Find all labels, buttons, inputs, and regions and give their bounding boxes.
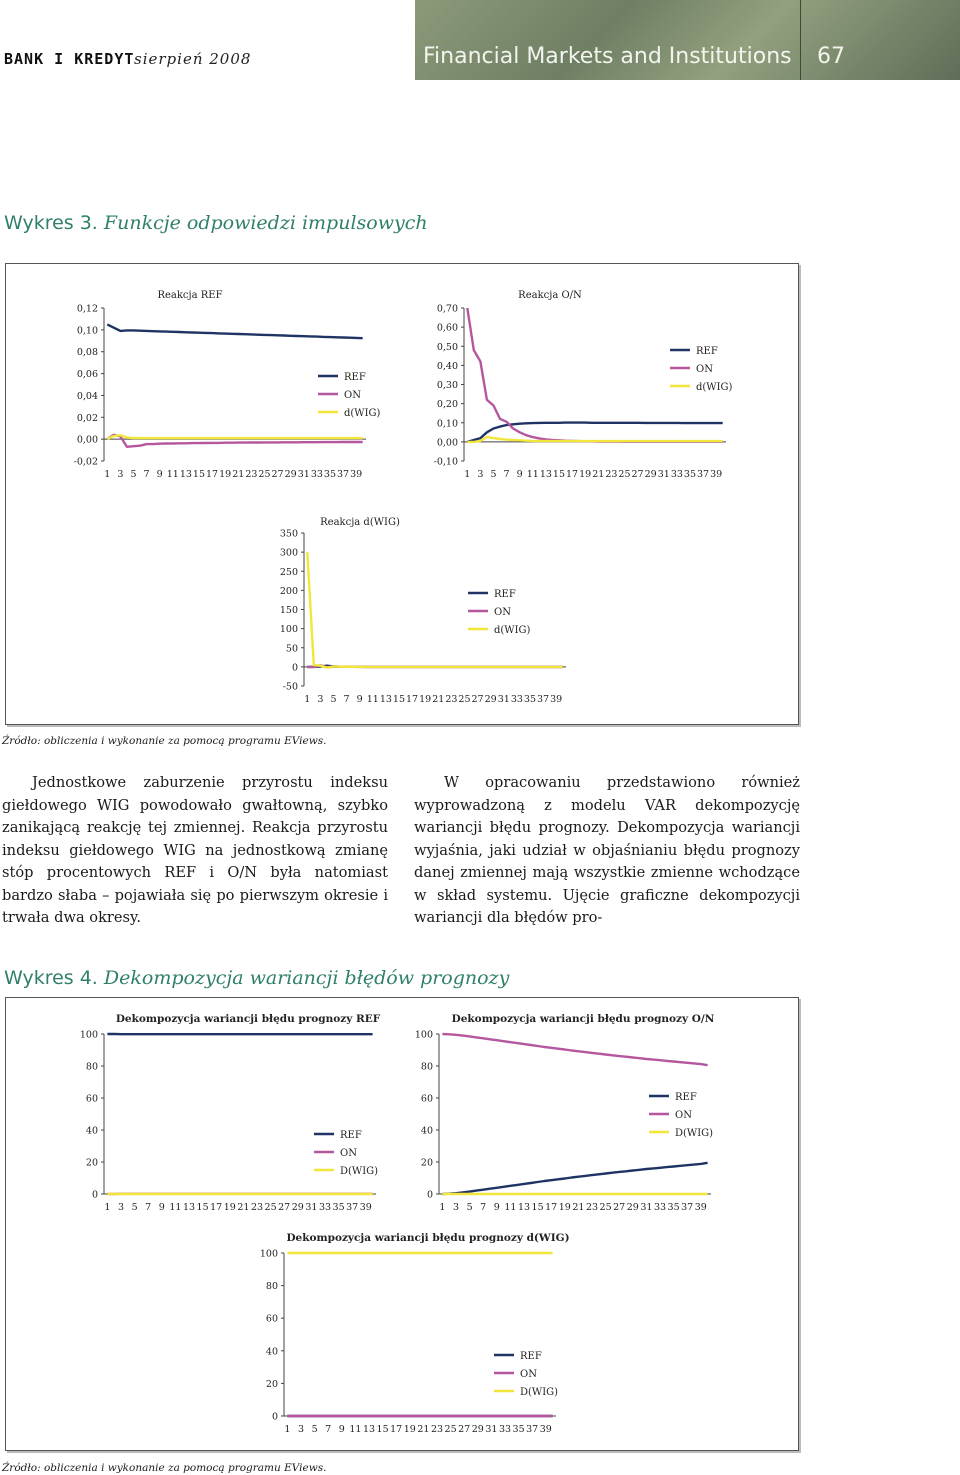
journal-name: BANK I KREDYT — [4, 50, 135, 68]
x-tick-label: 29 — [626, 1202, 639, 1213]
x-tick-label: 33 — [653, 1202, 667, 1213]
x-tick-label: 39 — [539, 1424, 552, 1435]
y-tick-label: 100 — [279, 624, 298, 636]
x-tick-label: 3 — [117, 1202, 125, 1213]
y-tick-label: 0,12 — [76, 303, 98, 315]
x-tick-label: 25 — [258, 469, 271, 480]
x-tick-label: 15 — [376, 1424, 389, 1435]
x-tick-label: 3 — [452, 1202, 460, 1213]
x-tick-label: 29 — [284, 469, 297, 480]
y-tick-label: 0,00 — [76, 434, 98, 446]
legend-label: ON — [696, 364, 713, 375]
x-tick-label: 39 — [694, 1202, 707, 1213]
y-tick-label: 60 — [85, 1093, 98, 1105]
x-tick-label: 39 — [710, 469, 723, 480]
figure3-label: Wykres 3. — [4, 212, 98, 234]
legend-label: ON — [344, 390, 361, 401]
x-tick-label: 37 — [337, 469, 350, 480]
x-tick-label: 11 — [166, 469, 179, 480]
y-tick-label: 0,10 — [436, 418, 458, 430]
legend-label: D(WIG) — [340, 1166, 379, 1177]
x-tick-label: 19 — [579, 469, 592, 480]
x-tick-label: 3 — [317, 694, 324, 705]
y-tick-label: 350 — [279, 528, 298, 540]
x-tick-label: 5 — [490, 469, 497, 480]
y-tick-label: 0,08 — [76, 347, 98, 359]
text-column-left — [2, 772, 388, 930]
x-tick-label: 7 — [143, 469, 150, 480]
x-tick-label: 31 — [497, 694, 510, 705]
x-tick-label: 1 — [104, 469, 111, 480]
y-tick-label: 20 — [420, 1157, 433, 1169]
y-tick-label: 0,00 — [436, 437, 458, 449]
x-tick-label: 31 — [640, 1202, 653, 1213]
x-tick-label: 27 — [458, 1424, 471, 1435]
x-tick-label: 25 — [599, 1202, 612, 1213]
y-tick-label: 100 — [414, 1029, 433, 1041]
x-tick-label: 7 — [480, 1202, 487, 1213]
x-tick-label: 13 — [179, 469, 192, 480]
x-tick-label: 11 — [169, 1202, 182, 1213]
x-tick-label: 25 — [264, 1202, 277, 1213]
x-tick-label: 25 — [458, 694, 471, 705]
paragraph-right: W opracowaniu przedstawiono również wyprowadzoną z modelu VAR dekompozycję wariancji błędu prognozy. Dekompozycja wariancji wyjaśnia, jaki udział w objaśnianiu błędu prognozy danej zmiennej mają wszystkie zmienne wchodzące w skład systemu. Ujęcie graficzne dekompozycji wariancji dla błędów pro- — [414, 774, 800, 926]
x-tick-label: 9 — [493, 1202, 500, 1213]
y-tick-label: 0,70 — [436, 303, 458, 315]
x-tick-label: 27 — [271, 469, 284, 480]
x-tick-label: 29 — [471, 1424, 484, 1435]
x-tick-label: 21 — [592, 469, 605, 480]
y-tick-label: 20 — [85, 1157, 98, 1169]
y-tick-label: 100 — [79, 1029, 98, 1041]
x-tick-label: 19 — [558, 1202, 571, 1213]
x-tick-label: 29 — [291, 1202, 304, 1213]
x-tick-label: 17 — [390, 1424, 403, 1435]
x-tick-label: 21 — [237, 1202, 250, 1213]
header-banner — [415, 0, 960, 80]
x-tick-label: 23 — [245, 469, 258, 480]
x-tick-label: 31 — [305, 1202, 318, 1213]
x-tick-label: 5 — [466, 1202, 473, 1213]
legend-label: REF — [494, 589, 516, 600]
legend-label: d(WIG) — [696, 382, 733, 393]
paragraph-left: Jednostkowe zaburzenie przyrostu indeksu giełdowego WIG powodowało gwałtowną, szybko zanikającą reakcję tej zmiennej. Reakcja przyrostu indeksu giełdowego WIG na jednostkową zmianę stóp procentowych REF i O/N była natomiast bardzo słaba – pojawiała się po pierwszym okresie i trwała dwa okresy. — [2, 774, 388, 926]
x-tick-label: 39 — [359, 1202, 372, 1213]
legend-label: D(WIG) — [675, 1128, 714, 1139]
x-tick-label: 31 — [485, 1424, 498, 1435]
figure3-source: Źródło: obliczenia i wykonanie za pomocą programu EViews. — [2, 735, 327, 747]
x-tick-label: 37 — [537, 694, 550, 705]
x-tick-label: 21 — [417, 1424, 430, 1435]
x-tick-label: 19 — [219, 469, 232, 480]
x-tick-label: 13 — [517, 1202, 531, 1213]
issue-date: sierpień 2008 — [134, 50, 252, 68]
legend-label: REF — [675, 1092, 697, 1103]
legend-label: REF — [344, 372, 366, 383]
page-number: 67 — [817, 44, 845, 69]
x-tick-label: 9 — [356, 694, 363, 705]
x-tick-label: 17 — [545, 1202, 558, 1213]
y-tick-label: 80 — [265, 1281, 278, 1293]
x-tick-label: 3 — [297, 1424, 305, 1435]
x-tick-label: 11 — [349, 1424, 362, 1435]
chart-title: Dekompozycja wariancji błędu prognozy d(WIG) — [286, 1232, 570, 1244]
series-line-0 — [442, 1163, 707, 1194]
x-tick-label: 13 — [379, 694, 392, 705]
y-tick-label: 60 — [265, 1313, 278, 1325]
legend-label: REF — [340, 1130, 362, 1141]
x-tick-label: 13 — [539, 469, 552, 480]
y-tick-label: -0,02 — [73, 456, 98, 468]
x-tick-label: 29 — [484, 694, 497, 705]
x-tick-label: 3 — [477, 469, 484, 480]
x-tick-label: 21 — [232, 469, 245, 480]
x-tick-label: 5 — [130, 469, 137, 480]
x-tick-label: 37 — [681, 1202, 694, 1213]
figure4-source: Źródło: obliczenia i wykonanie za pomocą programu EViews. — [2, 1462, 327, 1474]
y-tick-label: 0,06 — [76, 369, 98, 381]
x-tick-label: 31 — [297, 469, 310, 480]
y-tick-label: 300 — [279, 547, 298, 559]
x-tick-label: 35 — [683, 469, 697, 480]
legend-label: ON — [340, 1148, 357, 1159]
x-tick-label: 23 — [585, 1202, 599, 1213]
chart-title: Dekompozycja wariancji błędu prognozy O/N — [451, 1013, 715, 1025]
x-tick-label: 33 — [510, 694, 523, 705]
x-tick-label: 15 — [552, 469, 566, 480]
x-tick-label: 29 — [644, 469, 657, 480]
x-tick-label: 23 — [445, 694, 458, 705]
x-tick-label: 15 — [192, 469, 206, 480]
series-line-1 — [107, 435, 362, 447]
y-tick-label: 0 — [426, 1189, 433, 1201]
x-tick-label: 35 — [323, 469, 337, 480]
y-tick-label: 0,20 — [436, 399, 458, 411]
x-tick-label: 37 — [697, 469, 710, 480]
y-tick-label: 0,60 — [436, 322, 458, 334]
chart-title: Reakcja d(WIG) — [320, 517, 400, 528]
y-tick-label: 40 — [265, 1346, 278, 1358]
x-tick-label: 23 — [250, 1202, 264, 1213]
x-tick-label: 37 — [526, 1424, 539, 1435]
x-tick-label: 1 — [464, 469, 471, 480]
page-header — [0, 0, 960, 80]
y-tick-label: 0,30 — [436, 380, 458, 391]
x-tick-label: 33 — [318, 1202, 332, 1213]
x-tick-label: 19 — [403, 1424, 416, 1435]
x-tick-label: 39 — [350, 469, 363, 480]
text-column-right — [414, 772, 800, 930]
series-line-2 — [467, 437, 722, 442]
x-tick-label: 1 — [284, 1424, 291, 1435]
x-tick-label: 37 — [346, 1202, 359, 1213]
chart-vd-ref — [60, 1008, 390, 1218]
y-tick-label: 0 — [91, 1189, 98, 1201]
y-tick-label: 0,50 — [436, 341, 458, 353]
x-tick-label: 27 — [613, 1202, 626, 1213]
x-tick-label: 15 — [531, 1202, 544, 1213]
x-tick-label: 19 — [419, 694, 432, 705]
header-left — [0, 0, 415, 80]
x-tick-label: 27 — [471, 694, 484, 705]
x-tick-label: 7 — [145, 1202, 152, 1213]
legend-label: REF — [520, 1351, 542, 1362]
legend-label: d(WIG) — [344, 408, 381, 419]
x-tick-label: 13 — [362, 1424, 376, 1435]
chart-vd-dwig — [240, 1225, 570, 1440]
x-tick-label: 1 — [304, 694, 311, 705]
y-tick-label: 40 — [85, 1125, 98, 1137]
x-tick-label: 21 — [572, 1202, 585, 1213]
y-tick-label: 40 — [420, 1125, 433, 1137]
x-tick-label: 9 — [338, 1424, 345, 1435]
series-line-2 — [107, 435, 362, 439]
x-tick-label: 11 — [366, 694, 379, 705]
chart-reakcja-on — [420, 280, 740, 485]
x-tick-label: 33 — [670, 469, 683, 480]
x-tick-label: 25 — [618, 469, 631, 480]
x-tick-label: 11 — [526, 469, 539, 480]
x-tick-label: 17 — [206, 469, 219, 480]
x-tick-label: 9 — [158, 1202, 165, 1213]
x-tick-label: 17 — [566, 469, 579, 480]
x-tick-label: 23 — [430, 1424, 444, 1435]
chart-title: Dekompozycja wariancji błędu prognozy REF — [115, 1013, 381, 1025]
chart-title: Reakcja REF — [157, 290, 223, 301]
x-tick-label: 23 — [605, 469, 618, 480]
figure4-heading: Dekompozycja wariancji błędów prognozy — [103, 967, 510, 989]
figure3-heading: Funkcje odpowiedzi impulsowych — [103, 212, 428, 234]
y-tick-label: 0,40 — [436, 360, 458, 372]
x-tick-label: 35 — [523, 694, 537, 705]
x-tick-label: 17 — [210, 1202, 223, 1213]
x-tick-label: 21 — [432, 694, 445, 705]
y-tick-label: 50 — [285, 643, 298, 655]
x-tick-label: 5 — [311, 1424, 318, 1435]
y-tick-label: 150 — [279, 605, 298, 616]
y-tick-label: 0 — [291, 662, 298, 674]
y-tick-label: 80 — [420, 1061, 433, 1073]
x-tick-label: 7 — [343, 694, 350, 705]
figure4-title — [4, 967, 509, 989]
x-tick-label: 35 — [332, 1202, 345, 1213]
x-tick-label: 5 — [330, 694, 337, 705]
legend-label: D(WIG) — [520, 1387, 559, 1398]
chart-vd-on — [395, 1008, 725, 1218]
legend-label: ON — [520, 1369, 537, 1380]
y-tick-label: -0,10 — [433, 456, 458, 468]
x-tick-label: 31 — [657, 469, 670, 480]
y-tick-label: 80 — [85, 1061, 98, 1073]
x-tick-label: 35 — [512, 1424, 525, 1435]
x-tick-label: 5 — [131, 1202, 138, 1213]
x-tick-label: 17 — [406, 694, 419, 705]
series-line-2 — [307, 552, 562, 668]
legend-label: ON — [675, 1110, 692, 1121]
x-tick-label: 27 — [278, 1202, 291, 1213]
x-tick-label: 9 — [516, 469, 523, 480]
x-tick-label: 19 — [223, 1202, 236, 1213]
y-tick-label: -50 — [282, 681, 298, 693]
x-tick-label: 7 — [503, 469, 510, 480]
x-tick-label: 39 — [550, 694, 563, 705]
x-tick-label: 13 — [182, 1202, 196, 1213]
legend-label: d(WIG) — [494, 625, 531, 636]
chart-reakcja-ref — [60, 280, 380, 485]
x-tick-label: 7 — [325, 1424, 332, 1435]
x-tick-label: 27 — [631, 469, 644, 480]
x-tick-label: 11 — [504, 1202, 517, 1213]
chart-reakcja-dwig — [260, 505, 580, 710]
series-line-0 — [107, 324, 362, 338]
section-title: Financial Markets and Institutions — [423, 44, 792, 69]
x-tick-label: 33 — [498, 1424, 512, 1435]
x-tick-label: 33 — [310, 469, 323, 480]
x-tick-label: 15 — [196, 1202, 209, 1213]
series-line-1 — [442, 1034, 707, 1065]
y-tick-label: 200 — [279, 585, 298, 597]
y-tick-label: 0 — [271, 1411, 278, 1423]
y-tick-label: 100 — [259, 1248, 278, 1260]
x-tick-label: 3 — [117, 469, 124, 480]
x-tick-label: 35 — [667, 1202, 680, 1213]
legend-label: ON — [494, 607, 511, 618]
y-tick-label: 60 — [420, 1093, 433, 1105]
legend-label: REF — [696, 346, 718, 357]
figure3-title — [4, 212, 428, 234]
y-tick-label: 20 — [265, 1378, 278, 1390]
x-tick-label: 1 — [104, 1202, 111, 1213]
chart-title: Reakcja O/N — [518, 290, 582, 301]
x-tick-label: 15 — [392, 694, 406, 705]
x-tick-label: 25 — [444, 1424, 457, 1435]
x-tick-label: 1 — [439, 1202, 446, 1213]
figure4-label: Wykres 4. — [4, 967, 98, 989]
y-tick-label: 0,02 — [76, 412, 98, 424]
y-tick-label: 0,10 — [76, 325, 98, 337]
y-tick-label: 250 — [279, 566, 298, 578]
y-tick-label: 0,04 — [76, 390, 98, 402]
header-separator — [800, 0, 801, 80]
x-tick-label: 9 — [156, 469, 163, 480]
